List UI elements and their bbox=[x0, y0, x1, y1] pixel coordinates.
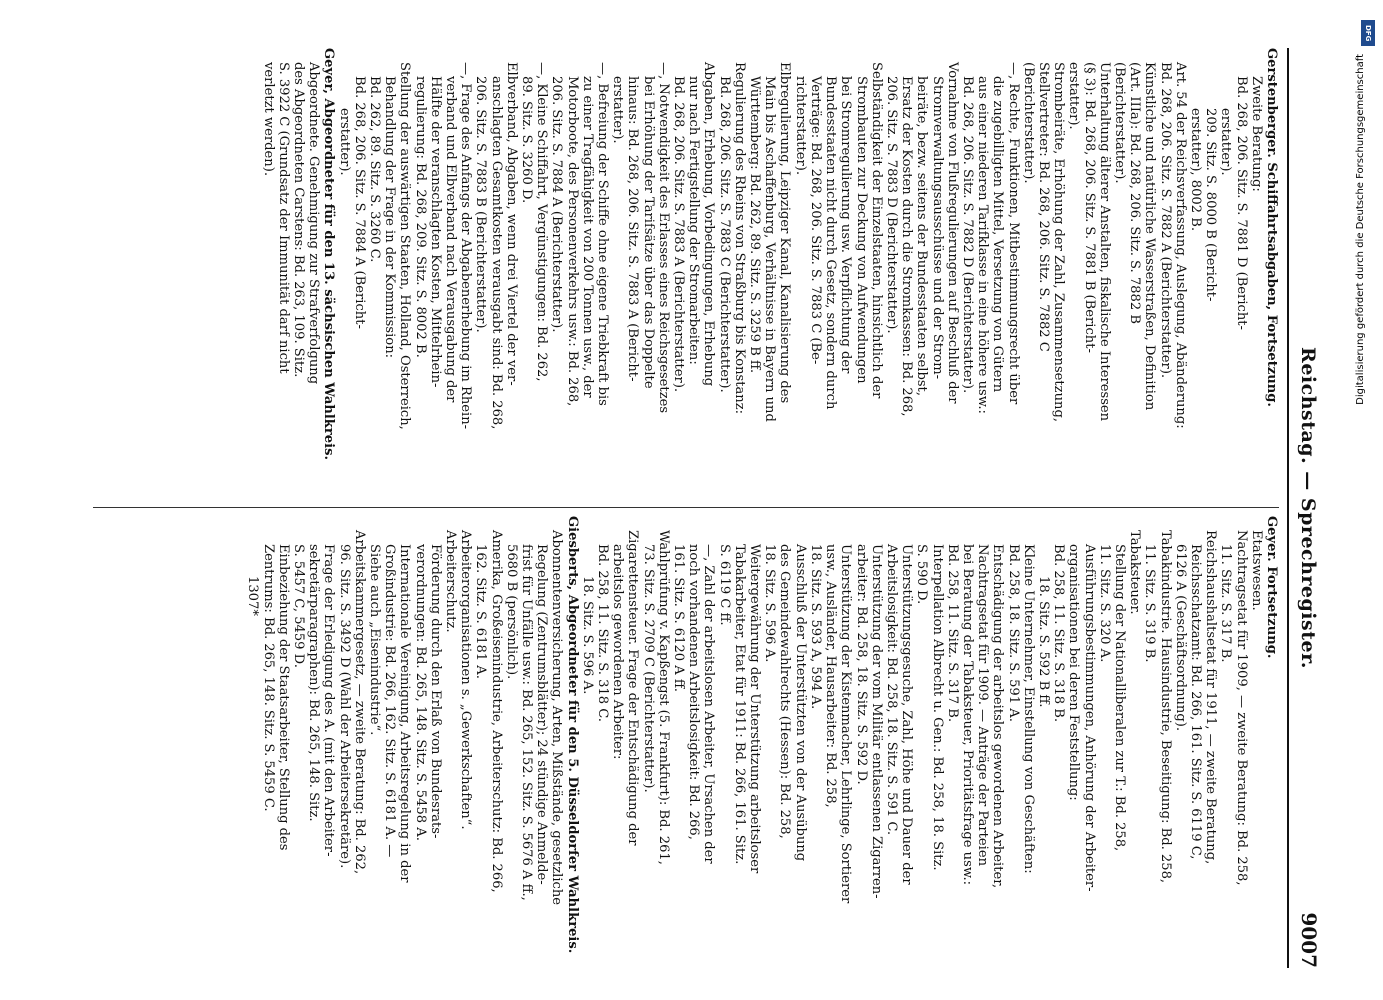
index-line: Wahlprüfung v. Kapßengst (5. Frankfurt): Bd. 261, bbox=[655, 530, 671, 865]
index-line: —, Befreiung der Schiffe ohne eigene Triebkraft bis bbox=[595, 62, 611, 406]
index-line: 209. Sitz. S. 8000 B (Bericht- bbox=[1203, 108, 1219, 302]
index-line: aus einer niederen Tarifklasse in eine höhere usw.: bbox=[975, 76, 991, 414]
index-line: 11. Sitz. S. 317 B. bbox=[1218, 544, 1234, 663]
index-line: Zweite Beratung: bbox=[1248, 76, 1264, 192]
index-line: Zentrums: Bd. 265, 148. Sitz. S. 5459 C. bbox=[260, 544, 276, 812]
index-line: organisationen bei deren Feststellung: bbox=[1066, 544, 1082, 801]
index-line: Stellung der Nationalliberalen zur T.: Bd. 258, bbox=[1111, 544, 1127, 852]
index-line: Bd. 258, 11. Sitz. S. 318 B. bbox=[1051, 544, 1067, 723]
index-line: die zugebilligten Mittel, Versetzung von Gütern bbox=[990, 76, 1006, 393]
index-line: (Art. IIIa): Bd. 268, 206. Sitz. S. 7882 B bbox=[1127, 62, 1143, 324]
index-line: Unterstützungsgesuche, Zahl, Höhe und Dauer der bbox=[899, 544, 915, 885]
index-line: beiräte, bezw. seitens der Bundesstaaten selbst, bbox=[914, 76, 930, 396]
index-line: bei Erhöhung der Tarifsätze über das Doppelte bbox=[640, 76, 656, 389]
index-line: Giesberts, Abgeordneter für den 5. Düsseldorfer Wahlkreis. bbox=[564, 516, 580, 954]
index-line: Bd. 258, 11. Sitz. S. 317 B. bbox=[944, 544, 960, 723]
index-line: 6126 A (Geschäftsordnung). bbox=[1172, 544, 1188, 732]
left-column bbox=[93, 48, 1279, 500]
page-content bbox=[93, 48, 1323, 968]
index-line: 5680 B (persönlich). bbox=[503, 544, 519, 680]
index-line: Nachtragsetat für 1909, — zweite Beratung: Bd. 258, bbox=[1233, 530, 1249, 886]
index-line: Bd. 268, 206. Sitz. S. 7883 A (Berichterstatter). bbox=[671, 76, 687, 393]
index-line: Selbständigkeit der Einzelstaaten, hinsichtlich der bbox=[868, 62, 884, 399]
index-line: hinaus: Bd. 268, 206. Sitz. S. 7883 A (Bericht- bbox=[625, 76, 641, 382]
index-line: Tabakindustrie. Hausindustrie, Beseitigung: Bd. 258, bbox=[1157, 530, 1173, 884]
index-line: Strombauten zur Deckung von Aufwendungen bbox=[853, 76, 869, 384]
index-line: Elbregulierung, Leipziger Kanal, Kanalisierung des bbox=[777, 62, 793, 404]
index-line: Siehe auch „Eisenindustrie“. bbox=[367, 544, 383, 736]
index-line: erstatter). bbox=[336, 108, 352, 176]
index-line: Abgaben, Erhebung, Vorbedingungen, Erhebung bbox=[701, 62, 717, 387]
index-line: 1307* bbox=[245, 576, 261, 616]
index-line: Entschädigung der arbeitslos gewordenen Arbeiter, bbox=[990, 544, 1006, 889]
index-line: 11. Sitz. S. 319 B. bbox=[1142, 544, 1158, 663]
index-line: bei Beratung der Tabaksteuer, Prioritätsfrage usw.: bbox=[959, 544, 975, 886]
index-line: Bd. 262, 89. Sitz. S. 3260 C. bbox=[367, 76, 383, 263]
index-line: nur nach Fertigstellung der Stromarbeiten: bbox=[686, 76, 702, 365]
index-line: Großindustrie: Bd. 266, 162. Sitz. S. 6181 A. — bbox=[382, 544, 398, 858]
index-line: Tabaksteuer. bbox=[1127, 530, 1143, 615]
index-line: Abgeordnete. Genehmigung zur Strafverfolgung bbox=[306, 62, 322, 385]
index-line: 206. Sitz. S. 7883 B (Berichterstatter). bbox=[473, 76, 489, 333]
index-line: des Gemeindewahlrechts (Hessen): Bd. 258, bbox=[777, 544, 793, 839]
index-line: 161. Sitz. S. 6120 A ff. bbox=[671, 544, 687, 692]
index-line: Württemberg: Bd. 262, 89. Sitz. S. 3259 B ff. bbox=[747, 76, 763, 374]
index-line: (§ 3): Bd. 268, 206. Sitz. S. 7881 B (Bericht- bbox=[1081, 62, 1097, 353]
index-line: 206. Sitz. S. 7883 D (Berichterstatter). bbox=[883, 76, 899, 334]
index-line: Bundesstaaten nicht durch Gesetz, sondern durch bbox=[823, 76, 839, 410]
index-line: Bd. 258, 18. Sitz. S. 591 A. bbox=[1005, 544, 1021, 722]
index-line: Motorboote, des Personenverkehrs usw.: Bd. 268, bbox=[564, 76, 580, 407]
index-line: Einbeziehung der Staatsarbeiter, Stellung des bbox=[275, 544, 291, 851]
digitization-credit: Digitalisierung gefördert durch die Deutsche Forschungsgemeinschaft bbox=[1355, 54, 1366, 405]
index-line: Unterstützung der Kistenmacher, Lehrlinge, Sortierer bbox=[838, 544, 854, 904]
index-line: Geyer, Abgeordneter für den 13. sächsischen Wahlkreis. bbox=[321, 48, 337, 461]
index-line: 11. Sitz. S. 320 A. bbox=[1096, 544, 1112, 663]
index-line: Unterhaltung älterer Anstalten, fiskalische Interessen bbox=[1096, 62, 1112, 422]
index-line: erstatter), 8002 B. bbox=[1187, 108, 1203, 232]
index-line: Frage der Erledigung des A. (mit den Arbeiter- bbox=[321, 544, 337, 857]
index-line: Reichshaushaltsetat für 1911, — zweite Beratung, bbox=[1203, 530, 1219, 865]
index-line: Internationale Vereinigung, Arbeitsregelung in der bbox=[397, 544, 413, 883]
index-line: Weitergewährung der Unterstützung arbeitsloser bbox=[747, 544, 763, 874]
index-line: Ausführungsbestimmungen, Anhörung der Arbeiter- bbox=[1081, 544, 1097, 892]
index-line: Unterstützung der vom Militär entlassenen Zigarren- bbox=[868, 544, 884, 899]
index-line: Elbverband, Abgaben, wenn drei Viertel der ver- bbox=[503, 62, 519, 386]
index-line: usw., Ausländer, Hausarbeiter: Bd. 258, bbox=[823, 544, 839, 808]
index-line: bei Stromregulierung usw. Verpflichtung der bbox=[838, 76, 854, 374]
index-line: Main bis Aschaffenburg, Verhältnisse in Bayern und bbox=[762, 76, 778, 422]
index-line: —, Frage des Anfangs der Abgabenerhebung im Rhein- bbox=[458, 62, 474, 430]
index-line: Behandlung der Frage in der Kommission: bbox=[382, 76, 398, 359]
index-line: Hälfte der veranschlagten Kosten, Mittelrhein- bbox=[427, 76, 443, 388]
index-line: Nachtragsetat für 1909. — Anträge der Parteien bbox=[975, 544, 991, 867]
index-line: (Berichterstatter). bbox=[1020, 62, 1036, 184]
index-line: 162. Sitz. S. 6181 A. bbox=[473, 544, 489, 679]
index-line: 18. Sitz. S. 596 A. bbox=[579, 576, 595, 695]
index-line: S. 590 D. bbox=[914, 544, 930, 605]
index-line: erstatter). bbox=[1066, 62, 1082, 130]
index-line: noch vorhandenen Arbeitslosigkeit: Bd. 266, bbox=[686, 544, 702, 840]
right-column bbox=[93, 516, 1279, 968]
index-line: des Abgeordneten Carstens: Bd. 263, 109. Sitz. bbox=[291, 62, 306, 378]
index-line: arbeitslos gewordenen Arbeiter: bbox=[610, 544, 626, 760]
index-line: Regulierung des Rheins von Straßburg bis Konstanz: bbox=[731, 62, 747, 415]
index-line: Bd. 268, 206. Sitz. S. 7882 D (Berichterstatter). bbox=[959, 76, 975, 394]
index-line: Bd. 268, 206. Sitz. S. 7883 C (Berichterstatter). bbox=[716, 76, 732, 393]
index-line: Reichsschatzamt: Bd. 266, 161. Sitz. S. 6119 C, bbox=[1187, 544, 1203, 860]
index-line: verletzt werden). bbox=[260, 62, 276, 176]
index-line: Vornahme von Flußregulierungen auf Beschluß der bbox=[944, 62, 960, 404]
index-line: sekretärparagraphen): Bd. 265, 148. Sitz. bbox=[306, 544, 322, 822]
index-line: Stellvertreter: Bd. 268, 206. Sitz. S. 7882 C bbox=[1035, 62, 1051, 352]
index-line: Arbeiterschutz. bbox=[443, 530, 459, 633]
index-line: Förderung durch den Erlaß von Bundesrats- bbox=[427, 544, 443, 839]
index-line: 73. Sitz. S. 2709 C (Berichterstatter). bbox=[640, 544, 656, 793]
index-line: S. 3922 C (Grundsatz der Immunität darf nicht bbox=[275, 62, 291, 374]
index-line: Künstliche und natürliche Wasserstraßen, Definition bbox=[1142, 62, 1158, 411]
page-title: Reichstag. — Sprechregister. bbox=[1297, 347, 1319, 669]
index-line: Tabakarbeiter, Etat für 1911: Bd. 266, 161. Sitz. bbox=[731, 544, 747, 865]
index-line: Abonnentenversicherung, Arten, Mißstände, gesetzliche bbox=[549, 530, 565, 906]
columns bbox=[93, 48, 1279, 968]
index-line: Gerstenberger. Schiffahrtsabgaben, Fortsetzung. bbox=[1264, 48, 1279, 407]
index-line: verband und Elbverband nach Verausgabung der bbox=[443, 76, 459, 403]
index-line: richterstatter). bbox=[792, 76, 808, 176]
index-line: Bd. 268, 206. Sitz. S. 7884 A (Bericht- bbox=[351, 76, 367, 329]
index-line: Arbeiterorganisationen s. „Gewerkschaften“. bbox=[458, 530, 474, 830]
index-line: Arbeitskammergesetz, — zweite Beratung: Bd. 262, bbox=[351, 530, 367, 875]
index-line: erstatter). bbox=[1218, 108, 1234, 176]
index-line: Art. 54 der Reichsverfassung, Auslegung, Abänderung: bbox=[1172, 62, 1188, 429]
index-line: Bd. 268, 206. Sitz. S. 7882 A (Berichterstatter). bbox=[1157, 62, 1173, 379]
index-line: 89. Sitz. S. 3260 D. bbox=[519, 76, 535, 204]
index-line: anschlagten Gesamtkosten verausgabt sind: Bd. 268, bbox=[488, 76, 504, 430]
index-line: Geyer. Fortsetzung. bbox=[1264, 516, 1279, 659]
index-line: Etatswesen. bbox=[1248, 530, 1264, 611]
index-line: 18. Sitz. S. 592 B ff. bbox=[1035, 576, 1051, 708]
index-line: 206. Sitz. S. 7884 A (Berichterstatter). bbox=[549, 76, 565, 333]
index-line: 18. Sitz. S. 593 A, 594 A. bbox=[807, 544, 823, 710]
dfg-logo: DFG bbox=[1361, 20, 1375, 46]
index-line: Regelung (Zentrumsblätter); 24 stündige Anmelde- bbox=[534, 544, 550, 885]
index-line: Zigarettensteuer. Frage der Entschädigung der bbox=[625, 530, 641, 846]
index-line: —, Kleine Schiffahrt, Vergünstigungen: Bd. 262, bbox=[534, 62, 550, 382]
index-line: arbeiter: Bd. 258, 18. Sitz. S. 592 D. bbox=[853, 544, 869, 785]
index-line: frist für Unfälle usw.: Bd. 265, 152. Sitz. S. 5676 A ff., bbox=[519, 544, 535, 901]
index-line: S. 6119 C ff. bbox=[716, 544, 732, 626]
index-line: Stromverwaltungsausschüsse und der Strom- bbox=[929, 76, 945, 380]
index-line: Arbeitslosigkeit: Bd. 258, 18. Sitz. S. 591 C. bbox=[883, 544, 899, 836]
index-line: (Berichterstatter). bbox=[1111, 62, 1127, 184]
index-line: 96. Sitz. S. 3492 D (Wahl der Arbeitersekretäre). bbox=[336, 544, 352, 869]
index-line: erstatter). bbox=[610, 76, 626, 144]
index-line: Kleine Unternehmer, Einstellung von Geschäften: bbox=[1020, 544, 1036, 874]
index-line: Interpellation Albrecht u. Gen.: Bd. 258, 18. Sitz. bbox=[929, 544, 945, 871]
index-line: regulierung: Bd. 268, 209. Sitz. S. 8002 B. bbox=[412, 76, 428, 358]
digitization-sidebar bbox=[1355, 14, 1379, 986]
index-line: Bd. 268, 206. Sitz. S. 7881 D (Bericht- bbox=[1233, 76, 1249, 330]
index-line: S. 5457 C, 5459 D. bbox=[291, 544, 306, 668]
index-line: Verträge: Bd. 268, 206. Sitz. S. 7883 C (Be- bbox=[807, 76, 823, 365]
index-line: Strombeiräte, Erhöhung der Zahl, Zusammensetzung, bbox=[1051, 62, 1067, 422]
index-line: —, Notwendigkeit des Erlasses eines Reichsgesetzes bbox=[655, 62, 671, 414]
index-line: verordnungen: Bd. 265, 148. Sitz. S. 5458 A. bbox=[412, 544, 428, 841]
index-line: Ersatz der Kosten durch die Stromkassen: Bd. 268, bbox=[899, 76, 915, 417]
page-number: 9007 bbox=[1297, 912, 1321, 968]
index-line: Bd. 258, 11. Sitz. S. 318 C. bbox=[595, 544, 611, 722]
page-header bbox=[1287, 48, 1323, 968]
index-line: Amerika, Großeisenindustrie, Arbeiterschutz: Bd. 266, bbox=[488, 530, 504, 893]
index-line: Ausschluß der Unterstützten von der Ausübung bbox=[792, 544, 808, 862]
index-line: —, Rechte, Funktionen, Mitbestimmungsrecht über bbox=[1005, 62, 1021, 405]
index-line: —, Zahl der arbeitslosen Arbeiter, Ursachen der bbox=[701, 544, 717, 864]
index-line: zu einer Tragfähigkeit von 200 Tonnen usw., der bbox=[579, 76, 595, 398]
index-line: Stellung der auswärtigen Staaten, Holland, Österreich, bbox=[397, 62, 413, 430]
index-line: 18. Sitz. S. 596 A. bbox=[762, 544, 778, 663]
